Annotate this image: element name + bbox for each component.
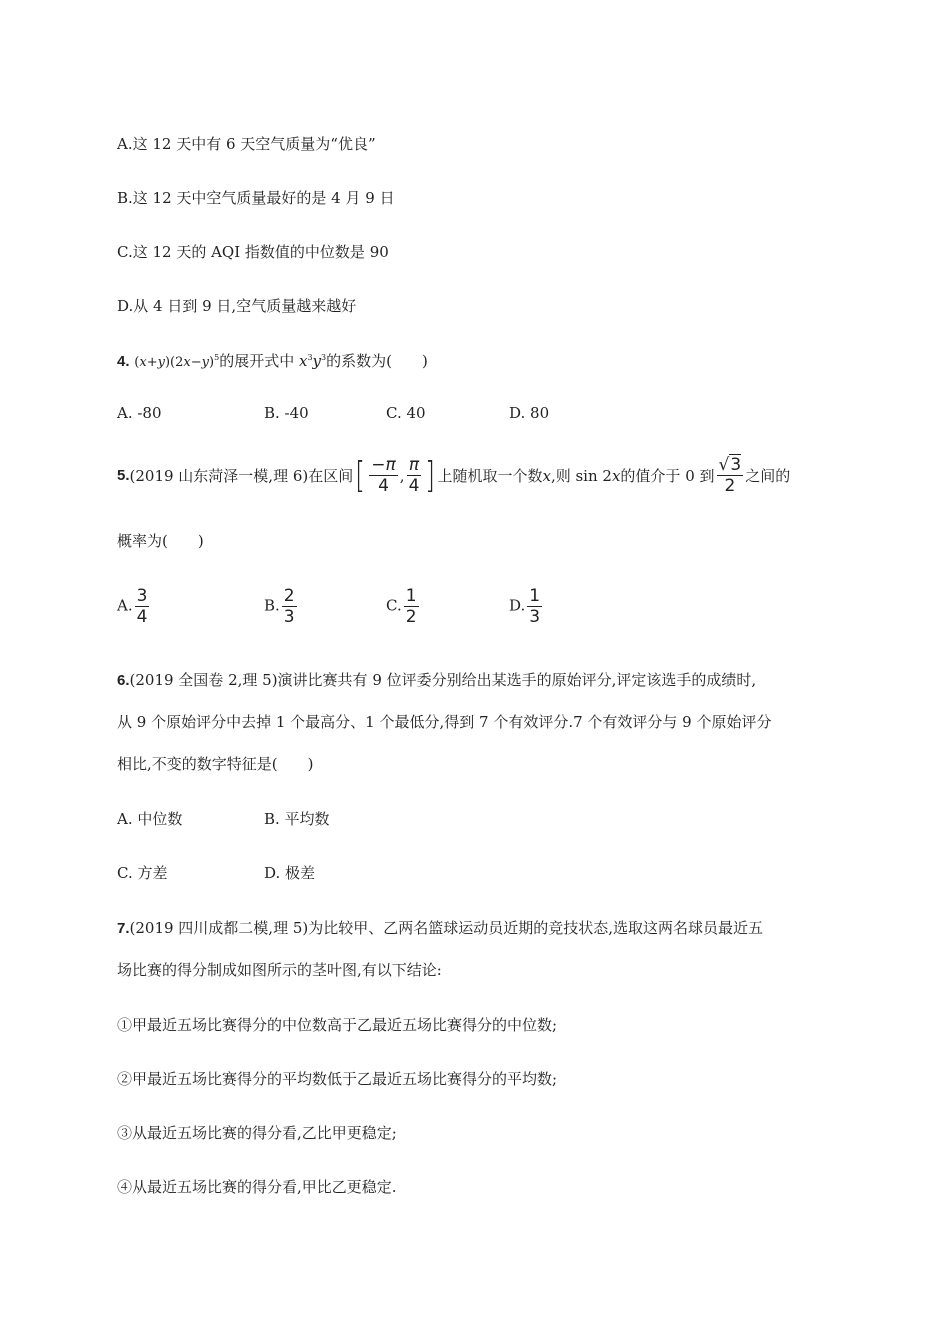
- q4-option-a: A. -80: [117, 404, 162, 422]
- q6-line2: 从 9 个原始评分中去掉 1 个最高分、1 个最低分,得到 7 个有效评分.7 个有效评分与 9 个原始评分: [117, 713, 772, 731]
- q6-option-b: B. 平均数: [264, 810, 330, 828]
- q4-stem: [117, 350, 428, 371]
- denominator: 3: [529, 607, 541, 627]
- numerator: 1: [529, 586, 541, 606]
- q5-option-c: [386, 586, 421, 627]
- q4-option-b: B. -40: [264, 404, 309, 422]
- q7-conclusion-4: ④从最近五场比赛的得分看,甲比乙更稳定.: [117, 1178, 397, 1196]
- interval-upper: $\frac{\pi}{4}$: [408, 455, 420, 496]
- q7-text: (2019 四川成都二模,理 5)为比较甲、乙两名篮球运动员近期的竞技状态,选取这两名球员最近五: [129, 919, 764, 937]
- q4-option-d: D. 80: [509, 404, 550, 422]
- numerator: 1: [405, 586, 417, 606]
- right-bracket: ]: [425, 454, 436, 496]
- q6-option-d: D. 极差: [264, 864, 316, 882]
- q5-text-end2: 之间的: [745, 467, 791, 485]
- denominator: 2: [405, 607, 417, 627]
- numerator: 2: [283, 586, 295, 606]
- q6-line1: [117, 669, 756, 690]
- q4-stem-tail: 的展开式中: [219, 352, 295, 370]
- q4-option-c: C. 40: [386, 404, 426, 422]
- denominator: 4: [136, 607, 148, 627]
- interval-lower: $\frac{-\pi}{4}$: [371, 455, 396, 496]
- denominator: 3: [283, 607, 295, 627]
- q5-option-b: [264, 586, 299, 627]
- q4-number: 4.: [117, 353, 130, 370]
- option-label: D.: [509, 596, 526, 615]
- q4-term: $x^3y^3$: [298, 352, 327, 370]
- q5-stem: 5. (2019 山东菏泽一模,理 6)在区间 [ $\frac{-\pi}{4}$ , $\frac{\pi}{4}$ ] 上随机取一个数 x ,则 sin 2 x 的值介于 0 到 $\frac{√3}{2}$ 之间的: [117, 454, 791, 496]
- q4-stem-end: 的系数为( ): [326, 352, 428, 370]
- q6-option-a: A. 中位数: [117, 810, 183, 828]
- q3-option-c: C.这 12 天的 AQI 指数值的中位数是 90: [117, 243, 389, 261]
- q5-var-x: x: [542, 466, 551, 485]
- q4-expression: $(x+y)(2x-y)^5$: [134, 353, 220, 370]
- q5-source: (2019 山东菏泽一模,理 6)在区间: [129, 467, 354, 485]
- option-label: B.: [264, 596, 280, 615]
- q3-option-d: D.从 4 日到 9 日,空气质量越来越好: [117, 297, 357, 315]
- option-label: A.: [117, 596, 133, 615]
- q6-text: (2019 全国卷 2,理 5)演讲比赛共有 9 位评委分别给出某选手的原始评分,评定该选手的成绩时,: [129, 671, 757, 689]
- q6-number: 6.: [117, 672, 130, 689]
- option-label: C.: [386, 596, 402, 615]
- q7-line1: [117, 917, 763, 938]
- q7-conclusion-2: ②甲最近五场比赛得分的平均数低于乙最近五场比赛得分的平均数;: [117, 1070, 558, 1088]
- q5-option-d: [509, 586, 544, 627]
- q5-text-mid2: ,则 sin 2: [550, 467, 612, 485]
- q5-text-mid: 上随机取一个数: [437, 467, 543, 485]
- q7-conclusion-1: ①甲最近五场比赛得分的中位数高于乙最近五场比赛得分的中位数;: [117, 1016, 558, 1034]
- q5-number: 5.: [117, 467, 130, 484]
- q3-option-b: B.这 12 天中空气质量最好的是 4 月 9 日: [117, 189, 395, 207]
- q6-option-c: C. 方差: [117, 864, 168, 882]
- q7-number: 7.: [117, 920, 130, 937]
- q7-line2: 场比赛的得分制成如图所示的茎叶图,有以下结论:: [117, 961, 442, 979]
- q7-conclusion-3: ③从最近五场比赛的得分看,乙比甲更稳定;: [117, 1124, 397, 1142]
- q3-option-a: A.这 12 天中有 6 天空气质量为“优良”: [117, 135, 376, 153]
- upper-bound-fraction: $\frac{√3}{2}$: [718, 455, 742, 496]
- q5-text-end: 的值介于 0 到: [620, 467, 715, 485]
- q5-option-a: [117, 586, 151, 627]
- q5-line2: 概率为( ): [117, 532, 204, 550]
- numerator: 3: [136, 586, 148, 606]
- left-bracket: [: [355, 454, 366, 496]
- q6-line3: 相比,不变的数字特征是( ): [117, 755, 314, 773]
